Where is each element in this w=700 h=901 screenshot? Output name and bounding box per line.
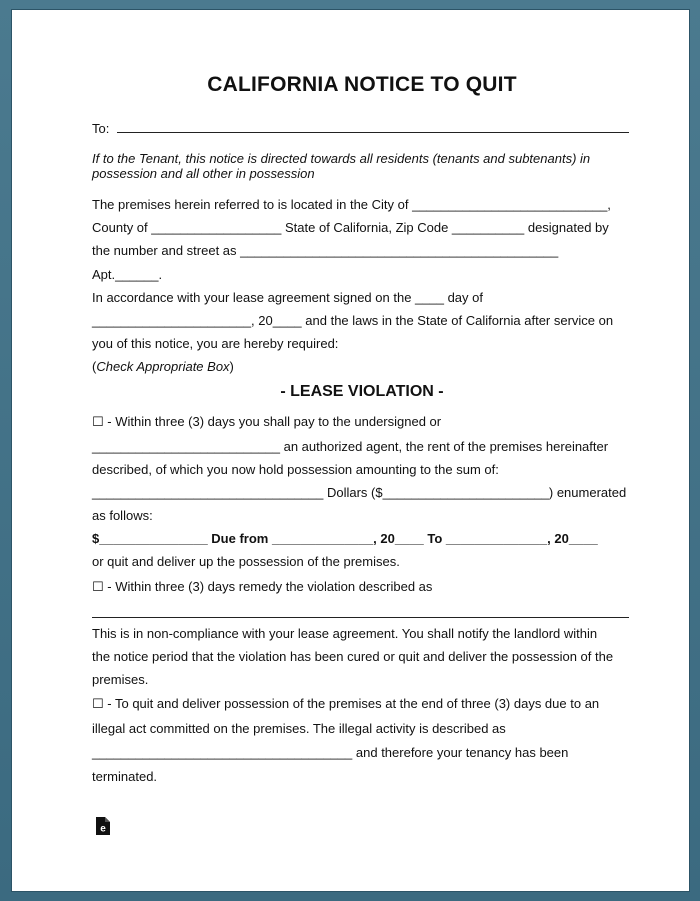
option-3-line-2: illegal act committed on the premises. The illegal activity is described as [92,721,506,736]
option-1-line-4: ________________________________ Dollars ($_______________________) enumerated [92,485,627,500]
option-1-line-5: as follows: [92,508,153,523]
intro-line-2: possession and all other in possession [92,166,315,181]
option-3-line-1[interactable]: ☐ - To quit and deliver possession of the premises at the end of three (3) days due to an [92,696,600,711]
lease-line-2: ______________________, 20____ and the laws in the State of California after service on [92,313,614,328]
check-box-instruction-text: Check Appropriate Box [96,359,230,374]
option-2-line-3: the notice period that the violation has been cured or quit and deliver the possession of the [92,649,614,664]
option-2-line-2: This is in non-compliance with your lease agreement. You shall notify the landlord within [92,626,598,641]
premises-line-4: Apt.______. [92,267,163,282]
option-3-line-3: ____________________________________ and therefore your tenancy has been [92,745,569,760]
check-box-instruction [92,359,234,374]
premises-line-3: the number and street as ____________________________________________ [92,243,559,258]
option-1-line-1[interactable]: ☐ - Within three (3) days you shall pay to the undersigned or [92,414,442,429]
premises-line-2: County of __________________ State of California, Zip Code __________ designated by [92,220,609,235]
lease-line-3: you of this notice, you are hereby required: [92,336,339,351]
option-1-line-2: __________________________ an authorized agent, the rent of the premises hereinafter [92,439,609,454]
paren-open: ( [92,359,97,374]
premises-line-1: The premises herein referred to is located in the City of ___________________________, [92,197,611,212]
to-label: To: [92,121,110,136]
violation-blank-line[interactable] [92,617,629,618]
eforms-logo-icon [96,817,110,835]
svg-text:e: e [100,823,106,835]
paren-close: ) [229,359,234,374]
option-3-line-4: terminated. [92,769,158,784]
option-2-line-4: premises. [92,672,149,687]
lease-line-1: In accordance with your lease agreement signed on the ____ day of [92,290,483,305]
section-title-lease-violation: - LEASE VIOLATION - [280,383,444,400]
option-1-line-7: or quit and deliver up the possession of the premises. [92,554,400,569]
intro-line-1: If to the Tenant, this notice is directed towards all residents (tenants and subtenants) in [92,151,591,166]
to-blank-line[interactable] [117,132,629,133]
option-1-line-6: $_______________ Due from ______________, 20____ To ______________, 20____ [92,531,598,546]
option-2-line-1[interactable]: ☐ - Within three (3) days remedy the violation described as [92,579,433,594]
document-title: CALIFORNIA NOTICE TO QUIT [207,73,517,96]
option-1-line-3: described, of which you now hold possession amounting to the sum of: [92,462,499,477]
document-page [12,10,689,891]
